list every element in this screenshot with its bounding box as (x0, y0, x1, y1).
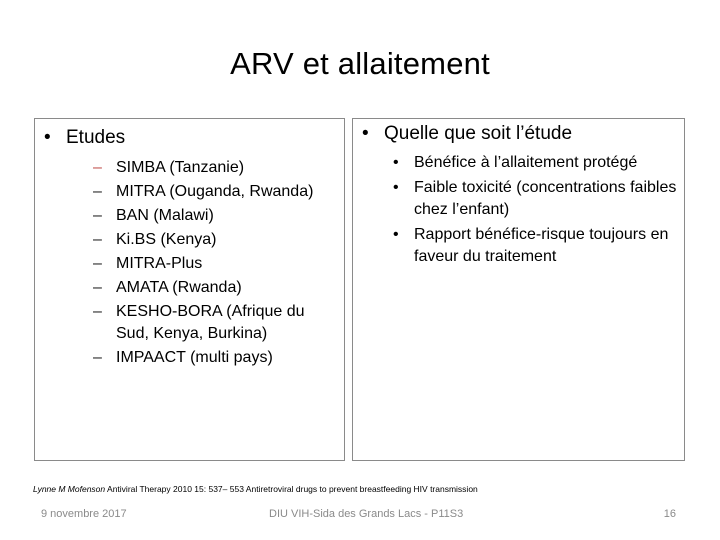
bullet-icon: • (393, 154, 399, 171)
bullet-icon: • (44, 127, 51, 148)
list-item: – MITRA-Plus (93, 253, 333, 275)
list-item: – MITRA (Ouganda, Rwanda) (93, 181, 333, 203)
dash-icon: – (93, 279, 102, 296)
list-item: – KESHO-BORA (Afrique du Sud, Kenya, Burkina) (93, 301, 333, 345)
slide-title: ARV et allaitement (230, 46, 490, 81)
list-item: – IMPAACT (multi pays) (93, 347, 333, 369)
list-item: – Ki.BS (Kenya) (93, 229, 333, 251)
studies-list (93, 157, 333, 371)
reference-author: Lynne M Mofenson (33, 484, 106, 494)
list-item: – SIMBA (Tanzanie) (93, 157, 333, 179)
reference-citation (33, 484, 478, 494)
left-heading (44, 127, 125, 149)
left-heading-text: Etudes (66, 127, 126, 148)
list-item: – BAN (Malawi) (93, 205, 333, 227)
dash-icon: – (93, 159, 102, 176)
list-item: • Bénéfice à l’allaitement protégé (393, 152, 683, 174)
list-item: • Faible toxicité (concentrations faibles chez l’enfant) (393, 177, 683, 221)
bullet-icon: • (393, 226, 399, 243)
dash-icon: – (93, 255, 102, 272)
dash-icon: – (93, 231, 102, 248)
reference-text: Antiviral Therapy 2010 15: 537– 553 Antiretroviral drugs to prevent breastfeeding HIV transmission (105, 484, 478, 494)
bullet-icon: • (362, 123, 369, 144)
footer-date: 9 novembre 2017 (41, 508, 127, 520)
right-heading-text: Quelle que soit l’étude (384, 123, 573, 144)
findings-list (393, 152, 683, 271)
list-item: – AMATA (Rwanda) (93, 277, 333, 299)
right-heading (362, 123, 572, 145)
dash-icon: – (93, 207, 102, 224)
dash-icon: – (93, 349, 102, 366)
dash-icon: – (93, 183, 102, 200)
page-number: 16 (663, 508, 676, 520)
footer-course: DIU VIH-Sida des Grands Lacs - P11S3 (269, 508, 464, 520)
dash-icon: – (93, 303, 102, 320)
bullet-icon: • (393, 179, 399, 196)
list-item: • Rapport bénéfice-risque toujours en faveur du traitement (393, 224, 683, 268)
